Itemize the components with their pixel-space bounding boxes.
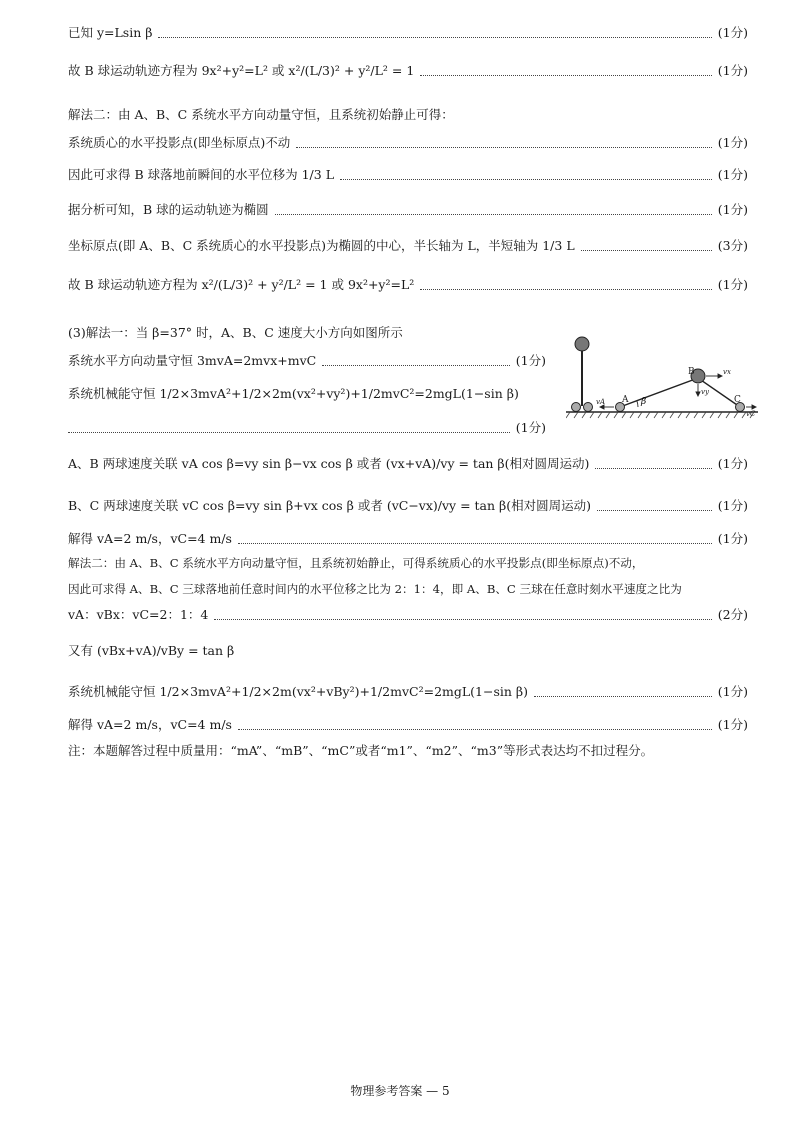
arrow-vy-head: [696, 392, 700, 396]
line-text: vA：vBx：vC=2：1：4: [68, 607, 209, 622]
line-momentum: [68, 352, 546, 370]
line-text: 因此可求得 B 球落地前瞬间的水平位移为 1/3 L: [68, 167, 334, 182]
line-text: 据分析可知，B 球的运动轨迹为椭圆: [68, 202, 269, 217]
line-velocity-ratio: [68, 606, 748, 624]
line-com-fixed: [68, 134, 748, 152]
line-text: 坐标原点(即 A、B、C 系统质心的水平投影点)为椭圆的中心，半长轴为 L，半短轴为 1/3 L: [68, 238, 575, 253]
line-solution-1: [68, 530, 748, 548]
line-trajectory-1: [68, 62, 748, 80]
points-label: (1分): [717, 277, 748, 292]
line-text: (3)解法一：当 β=37° 时，A、B、C 速度大小方向如图所示: [68, 325, 403, 340]
label-vx: vx: [723, 368, 731, 376]
line-text: 解法二：由 A、B、C 系统水平方向动量守恒，且系统初始静止可得：: [68, 107, 454, 122]
ground-hatching: [566, 412, 754, 418]
points-label: (1分): [515, 353, 546, 368]
line-b-displacement: [68, 166, 748, 184]
label-c: C: [734, 395, 741, 405]
initial-ball-c: [584, 403, 593, 412]
points-label: (3分): [717, 238, 748, 253]
velocity-diagram-svg: [566, 330, 758, 426]
line-note: [68, 742, 768, 760]
angle-label: β: [641, 397, 647, 407]
line-bc-velocity: [68, 497, 748, 515]
arrow-vc-head: [752, 405, 756, 409]
line-energy-1: [68, 385, 546, 403]
line-solution-2: [68, 716, 748, 734]
points-label: (1分): [717, 202, 748, 217]
line-ellipse-center: [68, 237, 748, 255]
points-label: (1分): [717, 25, 748, 40]
points-label: (1分): [717, 531, 748, 546]
label-va: vA: [596, 398, 606, 406]
line-text: 解得 vA=2 m/s，vC=4 m/s: [68, 717, 232, 732]
points-label: (1分): [717, 717, 748, 732]
line-part3-heading: [68, 324, 546, 342]
line-text: 系统机械能守恒 1/2×3mvA²+1/2×2m(vx²+vy²)+1/2mvC²=2mgL(1−sin β): [68, 386, 519, 401]
line-text: B、C 两球速度关联 vC cos β=vy sin β+vx cos β 或者 (vC−vx)/vy = tan β(相对圆周运动): [68, 498, 592, 513]
line-ellipse: [68, 201, 748, 219]
label-vy: vy: [701, 388, 709, 396]
line-text: 系统水平方向动量守恒 3mvA=2mvx+mvC: [68, 353, 317, 368]
line-text: 系统质心的水平投影点(即坐标原点)不动: [68, 135, 291, 150]
label-vc: vC: [746, 410, 756, 418]
rod-ab: [620, 378, 698, 407]
initial-ball-a: [572, 403, 581, 412]
line-trajectory-2: [68, 276, 748, 294]
points-label: (1分): [717, 63, 748, 78]
line-text: A、B 两球速度关联 vA cos β=vy sin β−vx cos β 或者 (vx+vA)/vy = tan β(相对圆周运动): [68, 456, 590, 471]
label-a: A: [622, 395, 629, 405]
points-label: (2分): [717, 607, 748, 622]
line-text: 解得 vA=2 m/s，vC=4 m/s: [68, 531, 232, 546]
points-label: (1分): [717, 135, 748, 150]
line-text: 已知 y=Lsin β: [68, 25, 153, 40]
angle-arc: [637, 401, 638, 407]
line-method2-heading: [68, 106, 768, 124]
velocity-diagram: [566, 330, 758, 426]
line-method2-part3: [68, 554, 768, 572]
initial-ball-b: [575, 337, 589, 351]
line-text: 因此可求得 A、B、C 三球落地前任意时间内的水平位移之比为 2：1：4，即 A、B、C 三球在任意时刻水平速度之比为: [68, 582, 682, 596]
line-ab-velocity: [68, 455, 748, 473]
points-label: (1分): [717, 684, 748, 699]
page-footer: 物理参考答案 — 5: [350, 1084, 450, 1098]
points-label: (1分): [717, 498, 748, 513]
line-displacement-ratio: [68, 580, 768, 598]
line-text: 故 B 球运动轨迹方程为 x²/(L/3)² + y²/L² = 1 或 9x²+y²=L²: [68, 277, 415, 292]
arrow-vx-head: [718, 374, 722, 378]
line-energy-2: [68, 683, 748, 701]
line-energy-1-points: [68, 419, 546, 437]
points-label: (1分): [515, 420, 546, 435]
line-text: 注：本题解答过程中质量用：“mA”、“mB”、“mC”或者“m1”、“m2”、“m3”等形式表达均不扣过程分。: [68, 743, 654, 758]
points-label: (1分): [717, 456, 748, 471]
line-text: 又有 (vBx+vA)/vBy = tan β: [68, 643, 235, 658]
points-label: (1分): [717, 167, 748, 182]
line-text: 解法二：由 A、B、C 系统水平方向动量守恒，且系统初始静止，可得系统质心的水平投影点(即坐标原点)不动，: [68, 556, 644, 570]
line-text: 故 B 球运动轨迹方程为 9x²+y²=L² 或 x²/(L/3)² + y²/L² = 1: [68, 63, 415, 78]
line-tan-relation: [68, 642, 768, 660]
line-text: 系统机械能守恒 1/2×3mvA²+1/2×2m(vx²+vBy²)+1/2mvC²=2mgL(1−sin β): [68, 684, 529, 699]
line-given: [68, 24, 748, 42]
label-b: B: [688, 367, 695, 377]
